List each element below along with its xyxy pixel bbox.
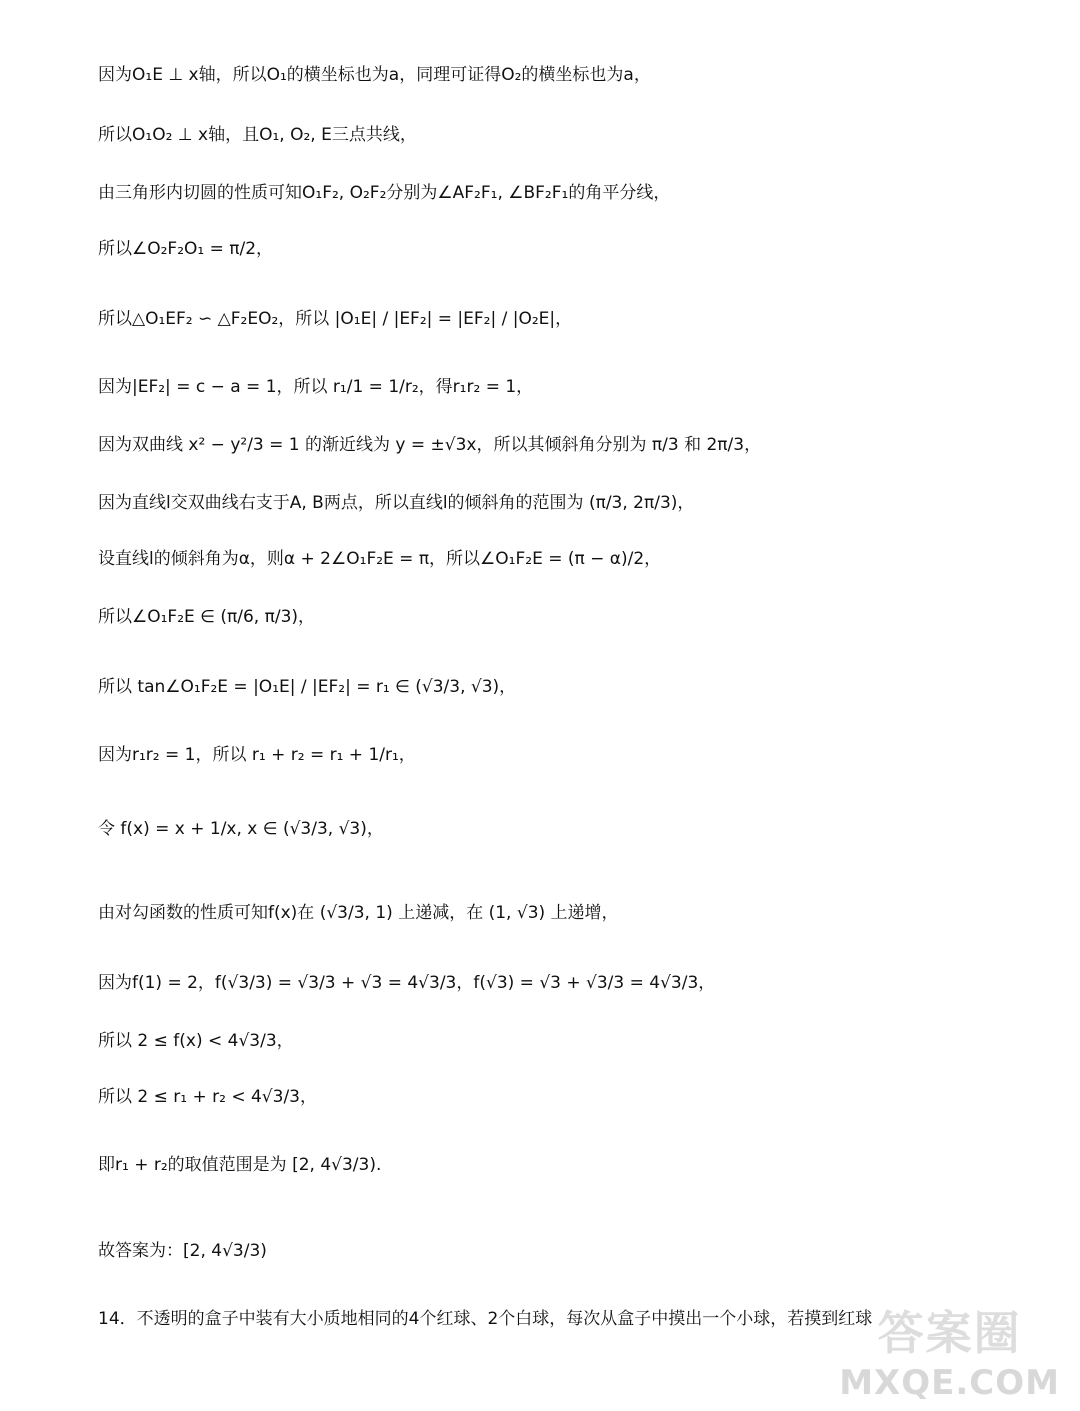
text-line-11: 所以 tan∠O₁F₂E = |O₁E| / |EF₂| = r₁ ∈ (√3/3, √3)， <box>98 677 517 697</box>
text-line-14: 由对勾函数的性质可知f(x)在 (√3/3, 1) 上递减，在 (1, √3) 上递增， <box>98 903 619 923</box>
text-line-15: 因为f(1) = 2，f(√3/3) = √3/3 + √3 = 4√3/3，f(√3) = √3 + √3/3 = 4√3/3， <box>98 973 716 993</box>
text-line-2: 所以O₁O₂ ⊥ x轴，且O₁, O₂, E三点共线， <box>98 125 417 145</box>
watermark-logo-text: 答案圈 <box>877 1306 1022 1360</box>
text-line-19: 故答案为：[2, 4√3/3) <box>98 1241 267 1261</box>
text-line-12: 因为r₁r₂ = 1，所以 r₁ + r₂ = r₁ + 1/r₁， <box>98 745 416 765</box>
text-line-1: 因为O₁E ⊥ x轴，所以O₁的横坐标也为a，同理可证得O₂的横坐标也为a， <box>98 65 651 85</box>
text-line-17: 所以 2 ≤ r₁ + r₂ < 4√3/3， <box>98 1087 317 1107</box>
text-line-4: 所以∠O₂F₂O₁ = π/2， <box>98 239 274 259</box>
text-line-13: 令 f(x) = x + 1/x, x ∈ (√3/3, √3)， <box>98 819 384 839</box>
text-line-10: 所以∠O₁F₂E ∈ (π/6, π/3)， <box>98 607 316 627</box>
watermark-url: MXQE.COM <box>839 1363 1060 1403</box>
text-line-16: 所以 2 ≤ f(x) < 4√3/3， <box>98 1031 294 1051</box>
text-line-3: 由三角形内切圆的性质可知O₁F₂, O₂F₂分别为∠AF₂F₁, ∠BF₂F₁的角平分线， <box>98 183 671 203</box>
text-line-20: 14．不透明的盒子中装有大小质地相同的4个红球、2个白球，每次从盒子中摸出一个小球，若摸到红球 <box>98 1309 873 1329</box>
text-line-18: 即r₁ + r₂的取值范围是为 [2, 4√3/3). <box>98 1155 382 1175</box>
text-line-9: 设直线l的倾斜角为α，则α + 2∠O₁F₂E = π，所以∠O₁F₂E = (π − α)/2， <box>98 549 662 569</box>
text-line-8: 因为直线l交双曲线右支于A, B两点，所以直线l的倾斜角的范围为 (π/3, 2π/3)， <box>98 493 695 513</box>
text-line-5: 所以△O₁EF₂ ∽ △F₂EO₂，所以 |O₁E| / |EF₂| = |EF₂| / |O₂E|， <box>98 309 573 329</box>
text-line-6: 因为|EF₂| = c − a = 1，所以 r₁/1 = 1/r₂，得r₁r₂ = 1， <box>98 377 534 397</box>
watermark <box>839 1297 1060 1403</box>
text-line-7: 因为双曲线 x² − y²/3 = 1 的渐近线为 y = ±√3x，所以其倾斜角分别为 π/3 和 2π/3， <box>98 435 762 455</box>
